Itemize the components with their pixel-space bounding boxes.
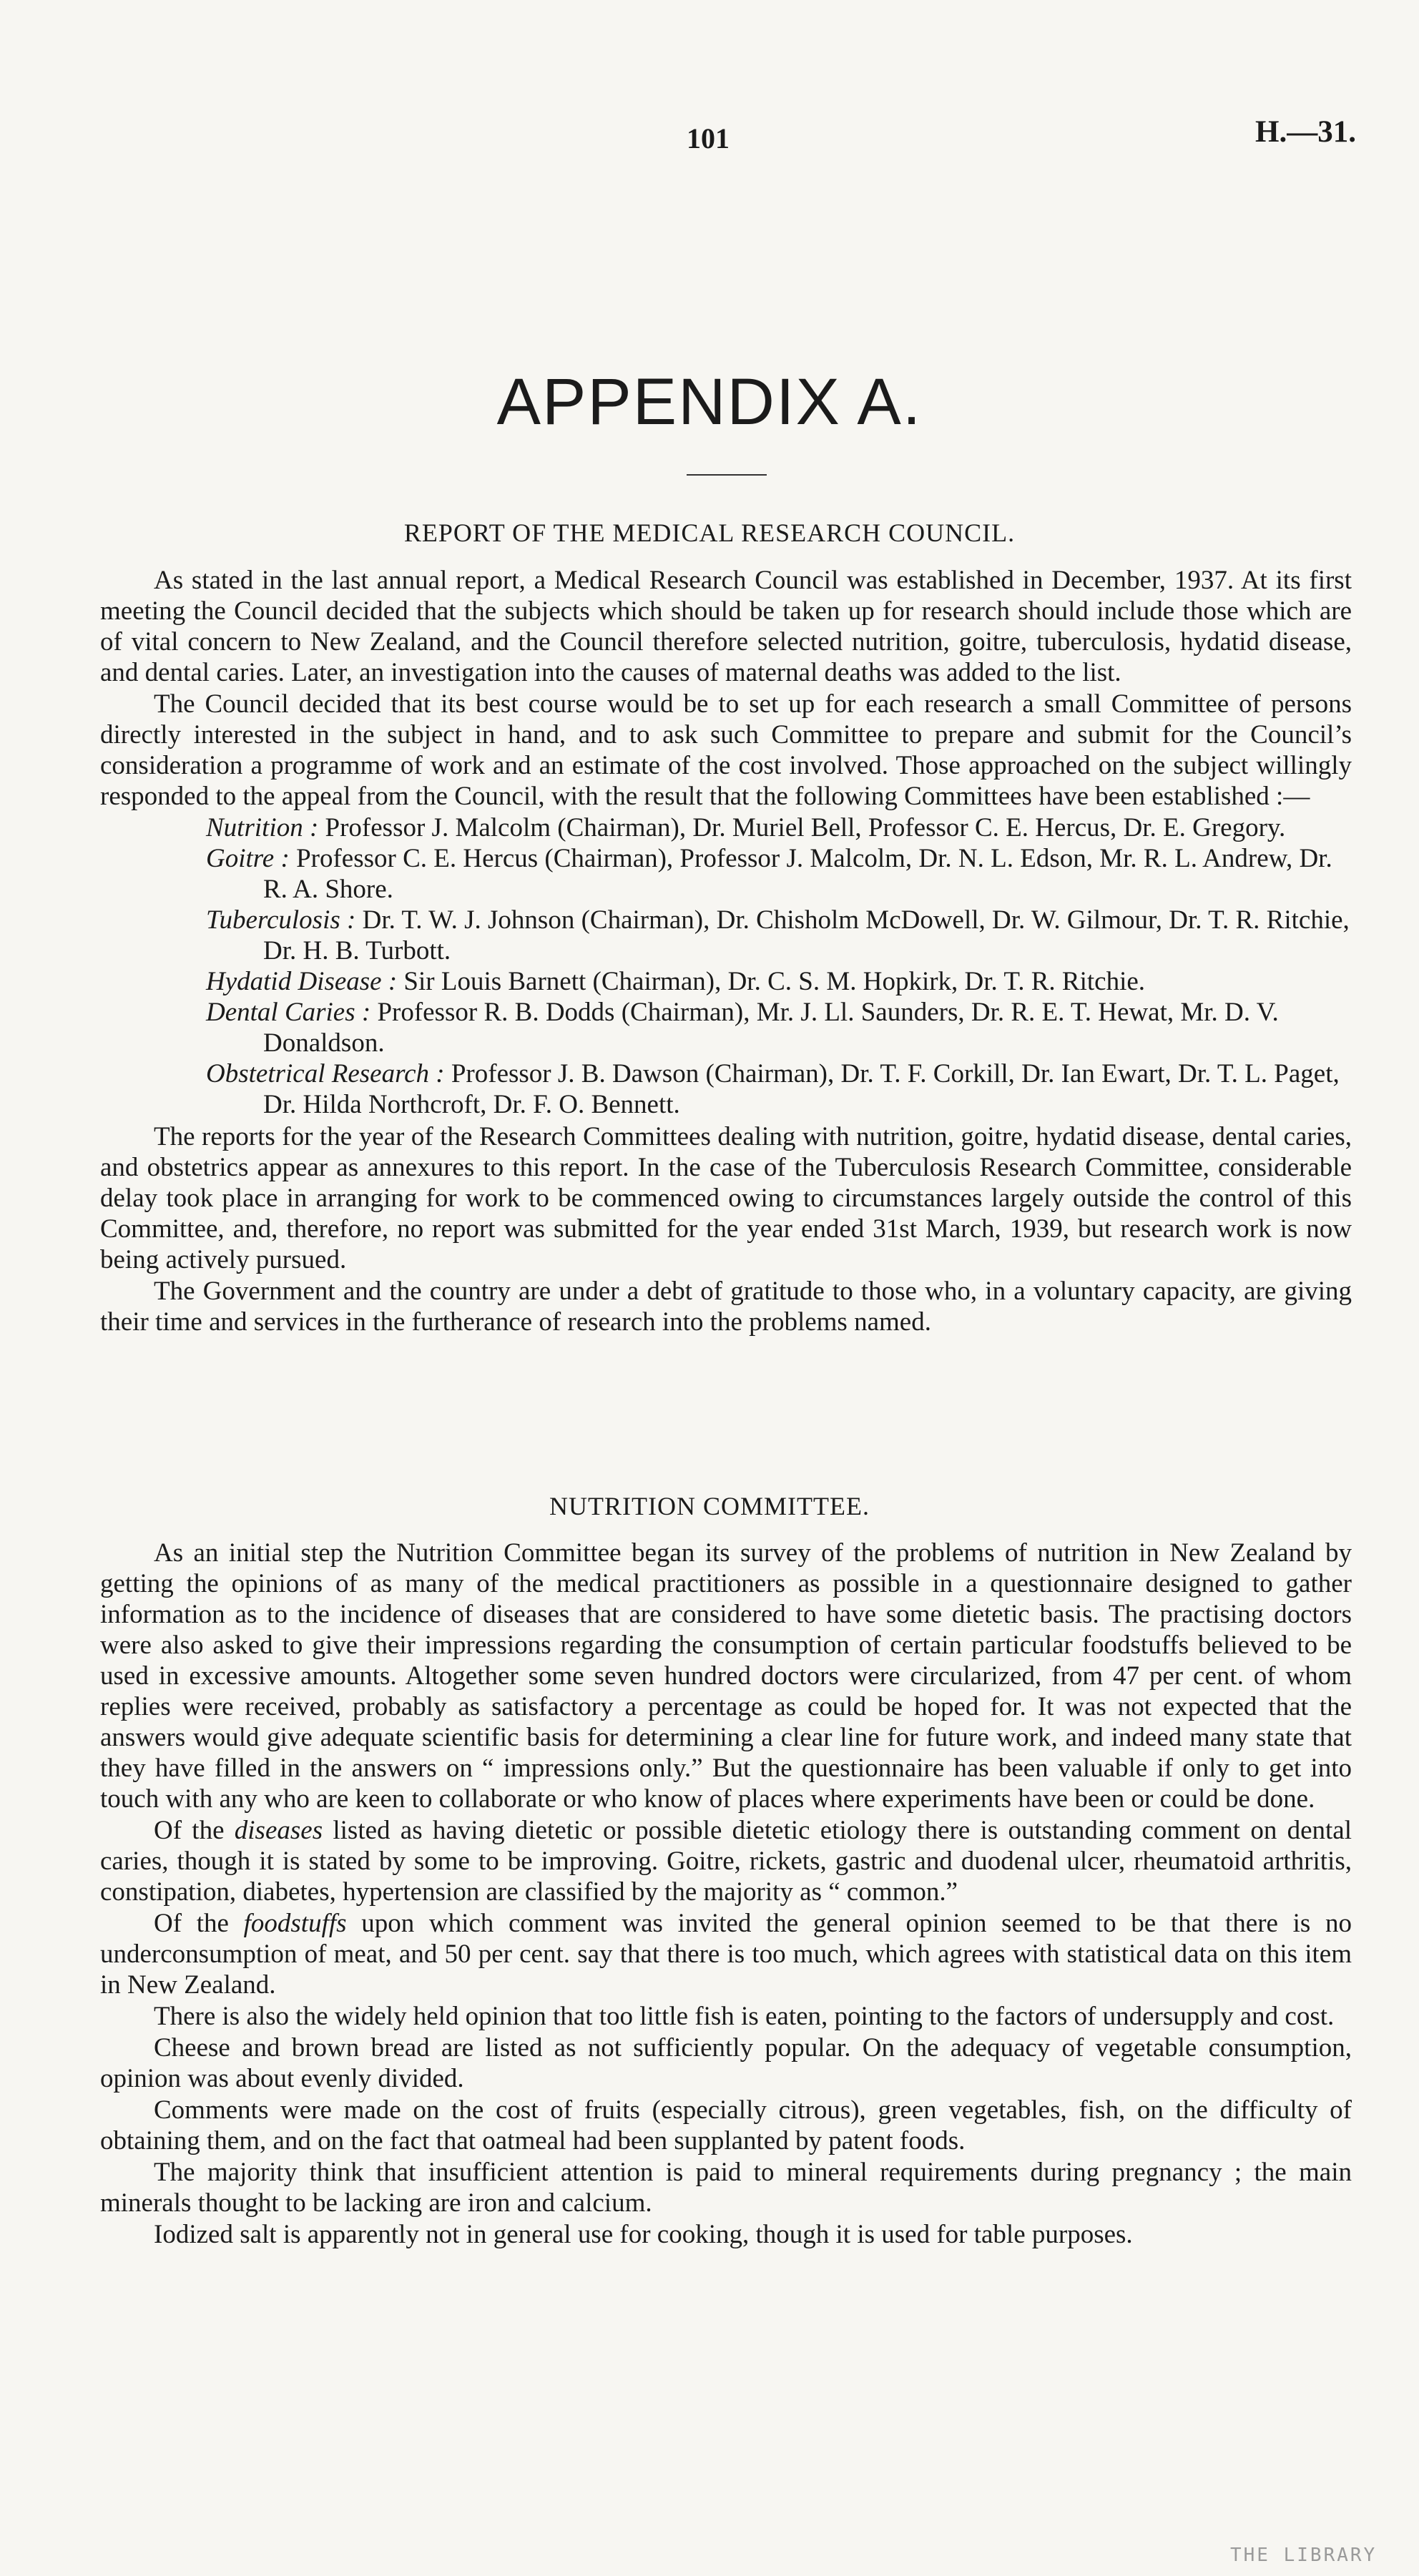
nutrition-body [100,1538,1352,2251]
nutrition-paragraph-2 [100,1815,1352,1907]
emphasis-diseases: diseases [234,1816,323,1845]
appendix-title: APPENDIX A. [496,365,923,438]
committee-item [100,966,1352,997]
committee-name: Hydatid Disease : [206,967,398,996]
committee-members: Professor C. E. Hercus (Chairman), Professor J. Malcolm, Dr. N. L. Edson, Mr. R. L. Andrew, Dr. R. A. Shore. [263,844,1332,904]
report-paragraph-4: The Government and the country are under a debt of gratitude to those who, in a voluntary capacity, are giving their time and services in the furtherance of research into the problems named. [100,1277,1352,1337]
document-reference: H.—31. [1255,115,1356,149]
library-stamp: THE LIBRARY [1230,2545,1378,2566]
committee-members: Sir Louis Barnett (Chairman), Dr. C. S. M. Hopkirk, Dr. T. R. Ritchie. [403,967,1146,996]
text-run: Of the [154,1816,235,1845]
committee-members: Professor J. B. Dawson (Chairman), Dr. T. F. Corkill, Dr. Ian Ewart, Dr. T. L. Paget, Dr. Hilda Northcroft, Dr. F. O. Bennett. [263,1059,1340,1119]
committee-item [100,905,1352,966]
report-paragraph-2: The Council decided that its best course would be to set up for each research a small Committee of persons directly interested in the subject in hand, and to ask such Committee to prepare and submit for the Council’s consideration a programme of work and an estimate of the cost involved. Those approached on the subject willingly responded to the appeal from the Council, with the result that the following Committees have been established :— [100,689,1352,811]
committee-members: Dr. T. W. J. Johnson (Chairman), Dr. Chisholm McDowell, Dr. W. Gilmour, Dr. T. R. Ritchie, Dr. H. B. Turbott. [263,905,1350,965]
committee-name: Obstetrical Research : [206,1059,445,1088]
committee-members: Professor R. B. Dodds (Chairman), Mr. J. Ll. Saunders, Dr. R. E. T. Hewat, Mr. D. V. Donaldson. [263,998,1279,1058]
committee-item [100,1058,1352,1120]
report-paragraph-1: As stated in the last annual report, a Medical Research Council was established in December, 1937. At its first meeting the Council decided that the subjects which should be taken up for research should include those which are of vital concern to New Zealand, and the Council therefore selected nutrition, goitre, tuberculosis, hydatid disease, and dental caries. Later, an investigation into the causes of maternal deaths was added to the list. [100,566,1352,687]
title-rule [687,474,767,476]
committee-members: Professor J. Malcolm (Chairman), Dr. Muriel Bell, Professor C. E. Hercus, Dr. E. Gregory. [325,813,1286,842]
committee-name: Dental Caries : [206,998,371,1027]
nutrition-paragraph-7: The majority think that insufficient attention is paid to mineral requirements during pregnancy ; the main minerals thought to be lacking are iron and calcium. [100,2158,1352,2218]
nutrition-paragraph-6: Comments were made on the cost of fruits (especially citrous), green vegetables, fish, on the difficulty of obtaining them, and on the fact that oatmeal had been supplanted by patent foods. [100,2095,1352,2155]
committee-item [100,843,1352,905]
text-run: listed as having dietetic or possible dietetic etiology there is outstanding comment on dental caries, though it is stated by some to be improving. Goitre, rickets, gastric and duodenal ulcer, rheumatoid arthritis, constipation, diabetes, hypertension are classified by the majority as “ common.” [100,1816,1352,1907]
committee-item [100,997,1352,1058]
report-heading: REPORT OF THE MEDICAL RESEARCH COUNCIL. [403,518,1016,547]
emphasis-foodstuffs: foodstuffs [243,1909,347,1938]
nutrition-paragraph-5: Cheese and brown bread are listed as not sufficiently popular. On the adequacy of vegetable consumption, opinion was about evenly divided. [100,2033,1352,2093]
report-paragraph-3: The reports for the year of the Research Committees dealing with nutrition, goitre, hydatid disease, dental caries, and obstetrics appear as annexures to this report. In the case of the Tuberculosis Research Committee, considerable delay took place in arranging for work to be commenced owing to circumstances largely outside the control of this Committee, and, therefore, no report was submitted for the year ended 31st March, 1939, but research work is now being actively pursued. [100,1122,1352,1274]
committee-list [100,812,1352,1120]
nutrition-paragraph-1: As an initial step the Nutrition Committee began its survey of the problems of nutrition in New Zealand by getting the opinions of as many of the medical practitioners as possible in a questionnaire designed to gather information as to the incidence of diseases that are considered to have some dietetic basis. The practising doctors were also asked to give their impressions regarding the consumption of certain particular foodstuffs believed to be used in excessive amounts. Altogether some seven hundred doctors were circularized, from 47 per cent. of whom replies were received, probably as satisfactory a percentage as could be hoped for. It was not expected that the answers would give adequate scientific basis for determining a clear line for future work, and indeed many state that they have filled in the answers on “ impressions only.” But the questionnaire has been valuable if only to get into touch with any who are keen to collaborate or who know of places where experiments have been or could be done. [100,1538,1352,1814]
committee-item [100,812,1352,843]
text-run: Of the [154,1909,244,1938]
committee-name: Tuberculosis : [206,905,356,935]
report-body [100,565,1352,1338]
nutrition-paragraph-8: Iodized salt is apparently not in general use for cooking, though it is used for table purposes. [154,2220,1133,2249]
page-number: 101 [687,122,730,154]
text-run: upon which comment was invited the general opinion seemed to be that there is no underconsumption of meat, and 50 per cent. say that there is too much, which agrees with statistical data on this item in New Zealand. [100,1909,1352,2000]
committee-name: Goitre : [206,844,290,873]
nutrition-heading: NUTRITION COMMITTEE. [549,1492,870,1520]
committee-name: Nutrition : [206,813,319,842]
nutrition-paragraph-4: There is also the widely held opinion that too little fish is eaten, pointing to the factors of undersupply and cost. [154,2002,1335,2031]
nutrition-paragraph-3 [100,1908,1352,2000]
